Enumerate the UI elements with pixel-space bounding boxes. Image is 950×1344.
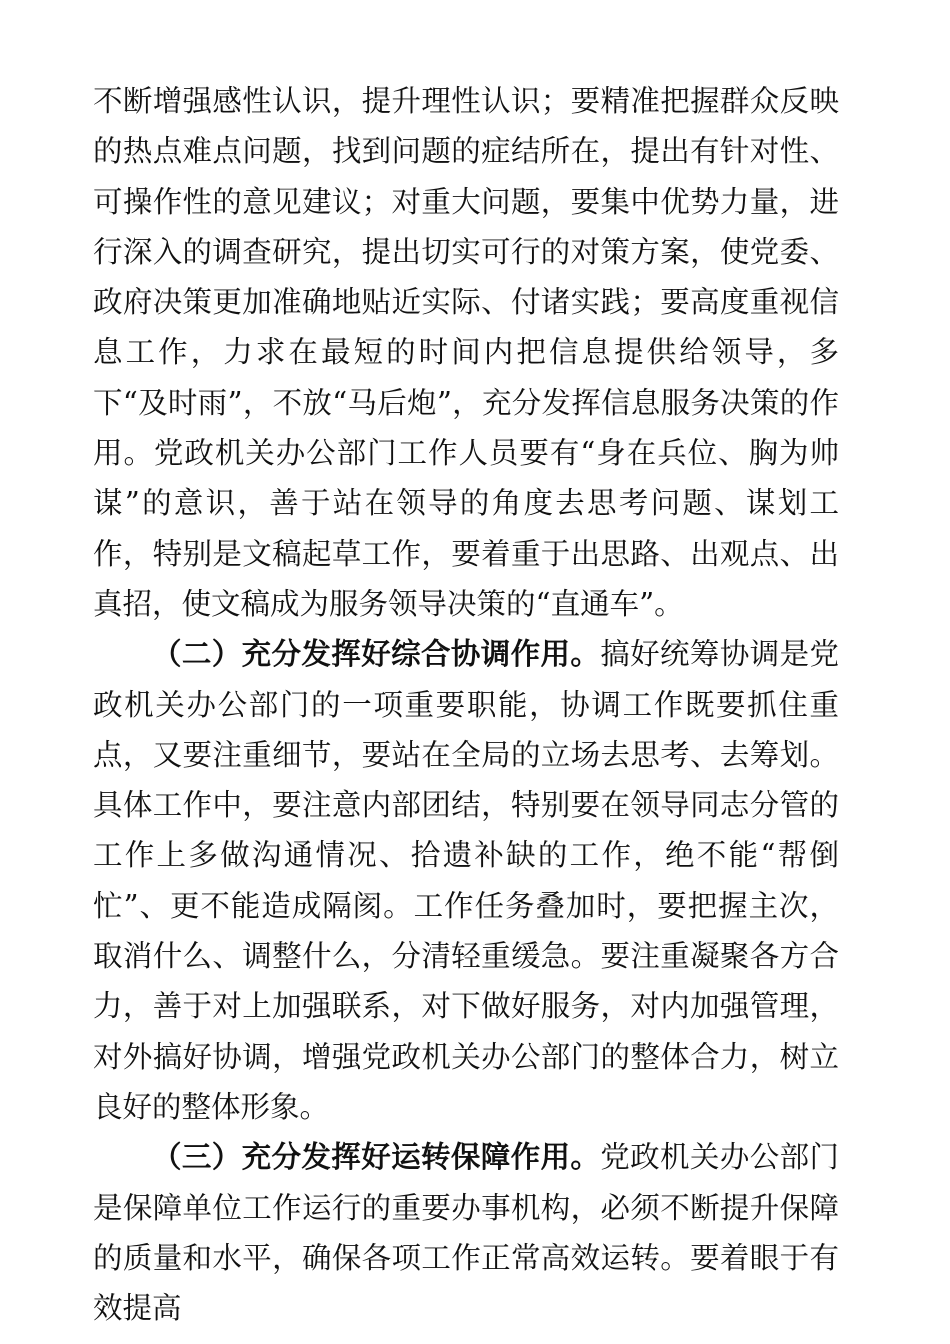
- paragraph-section-3: [93, 1132, 839, 1333]
- paragraph-body: 搞好统筹协调是党政机关办公部门的一项重要职能，协调工作既要抓住重点，又要注重细节，要站在全局的立场去思考、去筹划。具体工作中，要注意内部团结，特别要在领导同志分管的工作上多做沟通情况、拾遗补缺的工作，绝不能“帮倒忙”、更不能造成隔阂。工作任务叠加时，要把握主次，取消什么、调整什么，分清轻重缓急。要注重凝聚各方合力，善于对上加强联系，对下做好服务，对内加强管理，对外搞好协调，增强党政机关办公部门的整体合力，树立良好的整体形象。: [93, 637, 839, 1124]
- document-page: [93, 76, 839, 1333]
- paragraph-body: 不断增强感性认识，提升理性认识；要精准把握群众反映的热点难点问题，找到问题的症结所在，提出有针对性、可操作性的意见建议；对重大问题，要集中优势力量，进行深入的调查研究，提出切实可行的对策方案，使党委、政府决策更加准确地贴近实际、付诸实践；要高度重视信息工作，力求在最短的时间内把信息提供给领导，多下“及时雨”，不放“马后炮”，充分发挥信息服务决策的作用。党政机关办公部门工作人员要有“身在兵位、胸为帅谋”的意识，善于站在领导的角度去思考问题、谋划工作，特别是文稿起草工作，要着重于出思路、出观点、出真招，使文稿成为服务领导决策的“直通车”。: [93, 84, 839, 621]
- paragraph-section-2: [93, 629, 839, 1132]
- section-heading: （二）充分发挥好综合协调作用。: [152, 636, 601, 672]
- paragraph-body: 党政机关办公部门是保障单位工作运行的重要办事机构，必须不断提升保障的质量和水平，确保各项工作正常高效运转。要着眼于有效提高: [93, 1140, 839, 1326]
- section-heading: （三）充分发挥好运转保障作用。: [152, 1139, 601, 1175]
- paragraph-continuation: [93, 76, 839, 629]
